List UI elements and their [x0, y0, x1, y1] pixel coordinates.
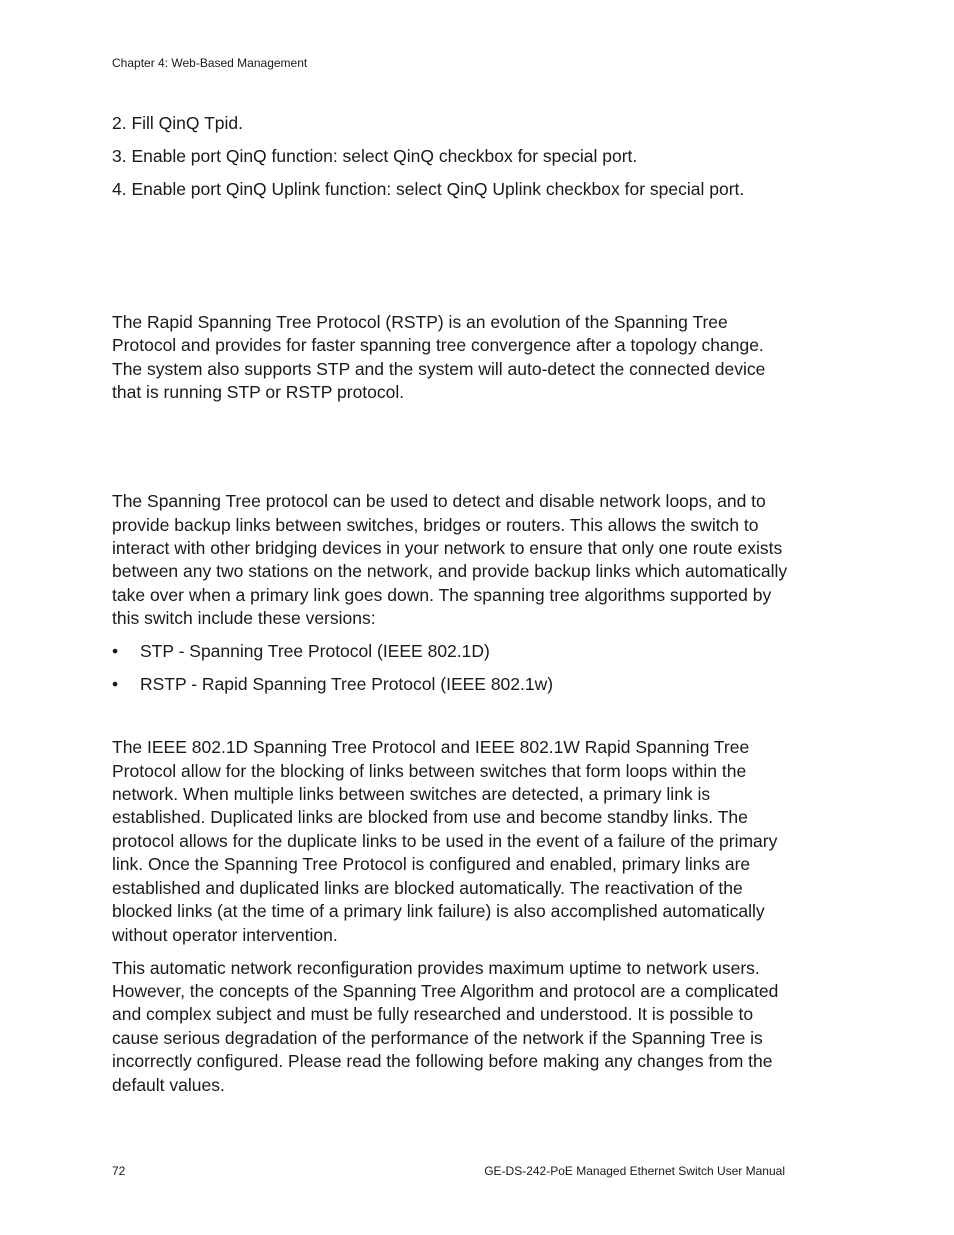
bullet-icon: • — [112, 674, 119, 695]
step-fill-tpid: 2. Fill QinQ Tpid. — [112, 113, 243, 133]
list-item — [112, 673, 792, 696]
page-body — [112, 112, 792, 1107]
stp-overview-paragraph: The Spanning Tree protocol can be used to detect and disable network loops, and to provide backup links between switches, bridges or routers. This allows the switch to interact with other bridging devices in your network to ensure that only one route exists between any two stations on the network, and provide backup links which automatically take over when a primary link goes down. The spanning tree algorithms supported by this switch include these versions: — [112, 491, 788, 629]
running-header: Chapter 4: Web-Based Management — [112, 56, 308, 70]
list-item-text: STP - Spanning Tree Protocol (IEEE 802.1D) — [140, 641, 490, 662]
list-item-text: RSTP - Rapid Spanning Tree Protocol (IEEE 802.1w) — [140, 674, 554, 695]
section-gap — [112, 414, 792, 490]
page-number: 72 — [112, 1164, 126, 1178]
section-gap — [112, 706, 792, 736]
reconfiguration-paragraph: This automatic network reconfiguration provides maximum uptime to network users. However, the concepts of the Spanning Tree Algorithm and protocol are a complicated and complex subject and must be fully researched and understood. It is possible to cause serious degradation of the performance of the network if the Spanning Tree is incorrectly configured. Please read the following before making any changes from the default values. — [112, 957, 779, 1095]
list-item — [112, 640, 792, 663]
section-gap — [112, 211, 792, 311]
step-enable-qinq: 3. Enable port QinQ function: select QinQ checkbox for special port. — [112, 146, 638, 166]
manual-title: GE-DS-242-PoE Managed Ethernet Switch User Manual — [484, 1164, 785, 1178]
ieee-paragraph: The IEEE 802.1D Spanning Tree Protocol and IEEE 802.1W Rapid Spanning Tree Protocol allow for the blocking of links between switches that form loops within the network. When multiple links between switches are detected, a primary link is established. Duplicated links are blocked from use and become standby links. The protocol allows for the duplicate links to be used in the event of a failure of the primary link. Once the Spanning Tree Protocol is configured and enabled, primary links are established and duplicated links are blocked automatically. The reactivation of the blocked links (at the time of a primary link failure) is also accomplished automatically without operator intervention. — [112, 737, 778, 945]
bullet-icon: • — [112, 641, 119, 662]
rstp-intro-paragraph: The Rapid Spanning Tree Protocol (RSTP) is an evolution of the Spanning Tree Protocol and provides for faster spanning tree convergence after a topology change. The system also supports STP and the system will auto-detect the connected device that is running STP or RSTP protocol. — [112, 312, 766, 403]
step-enable-qinq-uplink: 4. Enable port QinQ Uplink function: select QinQ Uplink checkbox for special port. — [112, 179, 745, 199]
protocol-version-list — [112, 640, 792, 696]
